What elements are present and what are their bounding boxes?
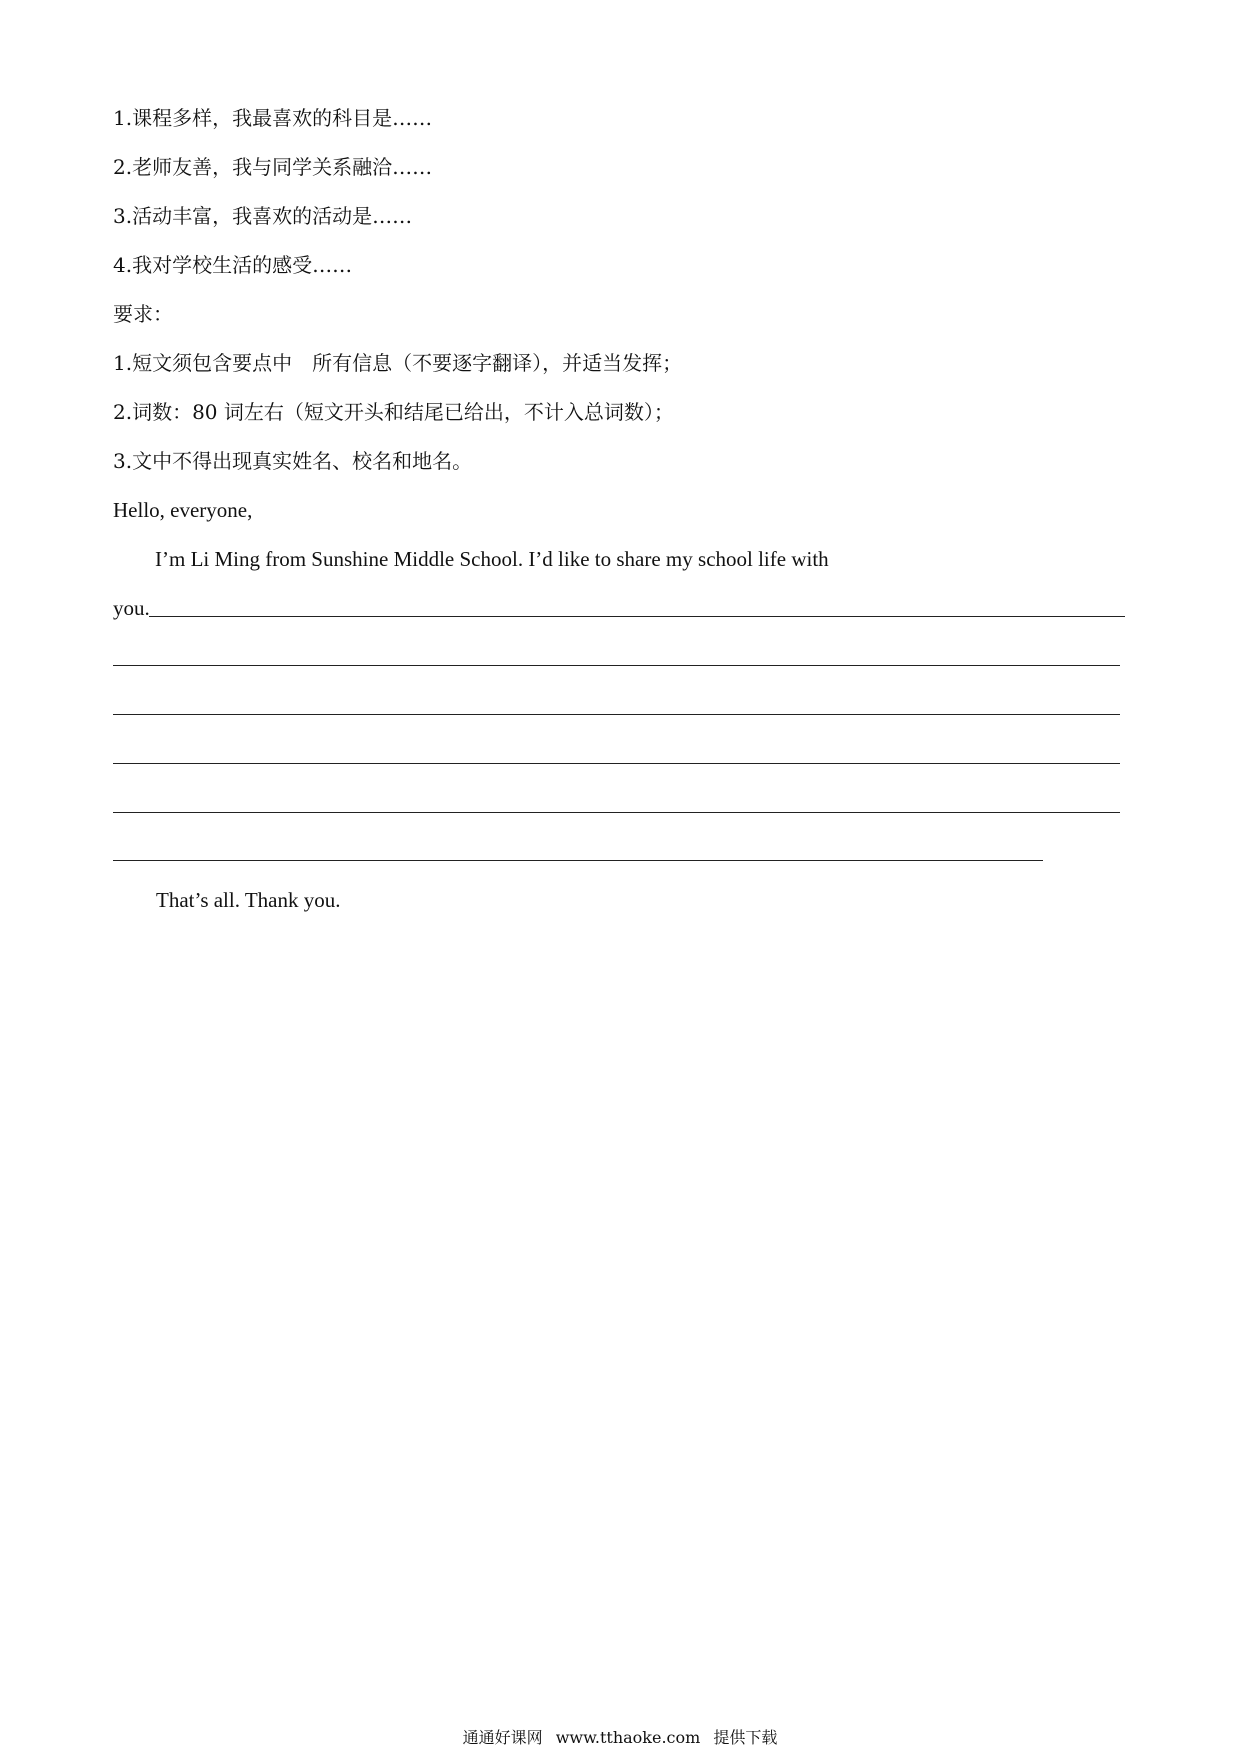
writing-line-2[interactable] — [113, 665, 1120, 666]
essay-continuation: you. — [113, 596, 150, 620]
footer-site-name: 通通好课网 — [462, 1728, 543, 1747]
point-2: 2.老师友善，我与同学关系融洽…… — [113, 155, 433, 179]
requirements-heading: 要求： — [113, 302, 173, 326]
requirement-1: 1.短文须包含要点中 所有信息（不要逐字翻译），并适当发挥； — [113, 351, 683, 375]
footer-url[interactable]: www.tthaoke.com — [555, 1728, 701, 1747]
essay-opening: I’m Li Ming from Sunshine Middle School. I’d like to share my school life with — [155, 547, 829, 571]
writing-line-4[interactable] — [113, 763, 1120, 764]
writing-line-6[interactable] — [113, 860, 1043, 861]
point-1: 1.课程多样，我最喜欢的科目是…… — [113, 106, 433, 130]
footer-suffix: 提供下载 — [713, 1728, 778, 1747]
essay-closing: That’s all. Thank you. — [156, 888, 341, 912]
writing-line-1[interactable] — [149, 616, 1125, 617]
writing-line-3[interactable] — [113, 714, 1120, 715]
point-3: 3.活动丰富，我喜欢的活动是…… — [113, 204, 413, 228]
requirement-3: 3.文中不得出现真实姓名、校名和地名。 — [113, 449, 473, 473]
essay-greeting: Hello, everyone, — [113, 498, 253, 522]
requirement-2: 2.词数：80 词左右（短文开头和结尾已给出，不计入总词数）； — [113, 400, 674, 424]
writing-line-5[interactable] — [113, 812, 1120, 813]
footer — [0, 1727, 1240, 1749]
point-4: 4.我对学校生活的感受…… — [113, 253, 353, 277]
